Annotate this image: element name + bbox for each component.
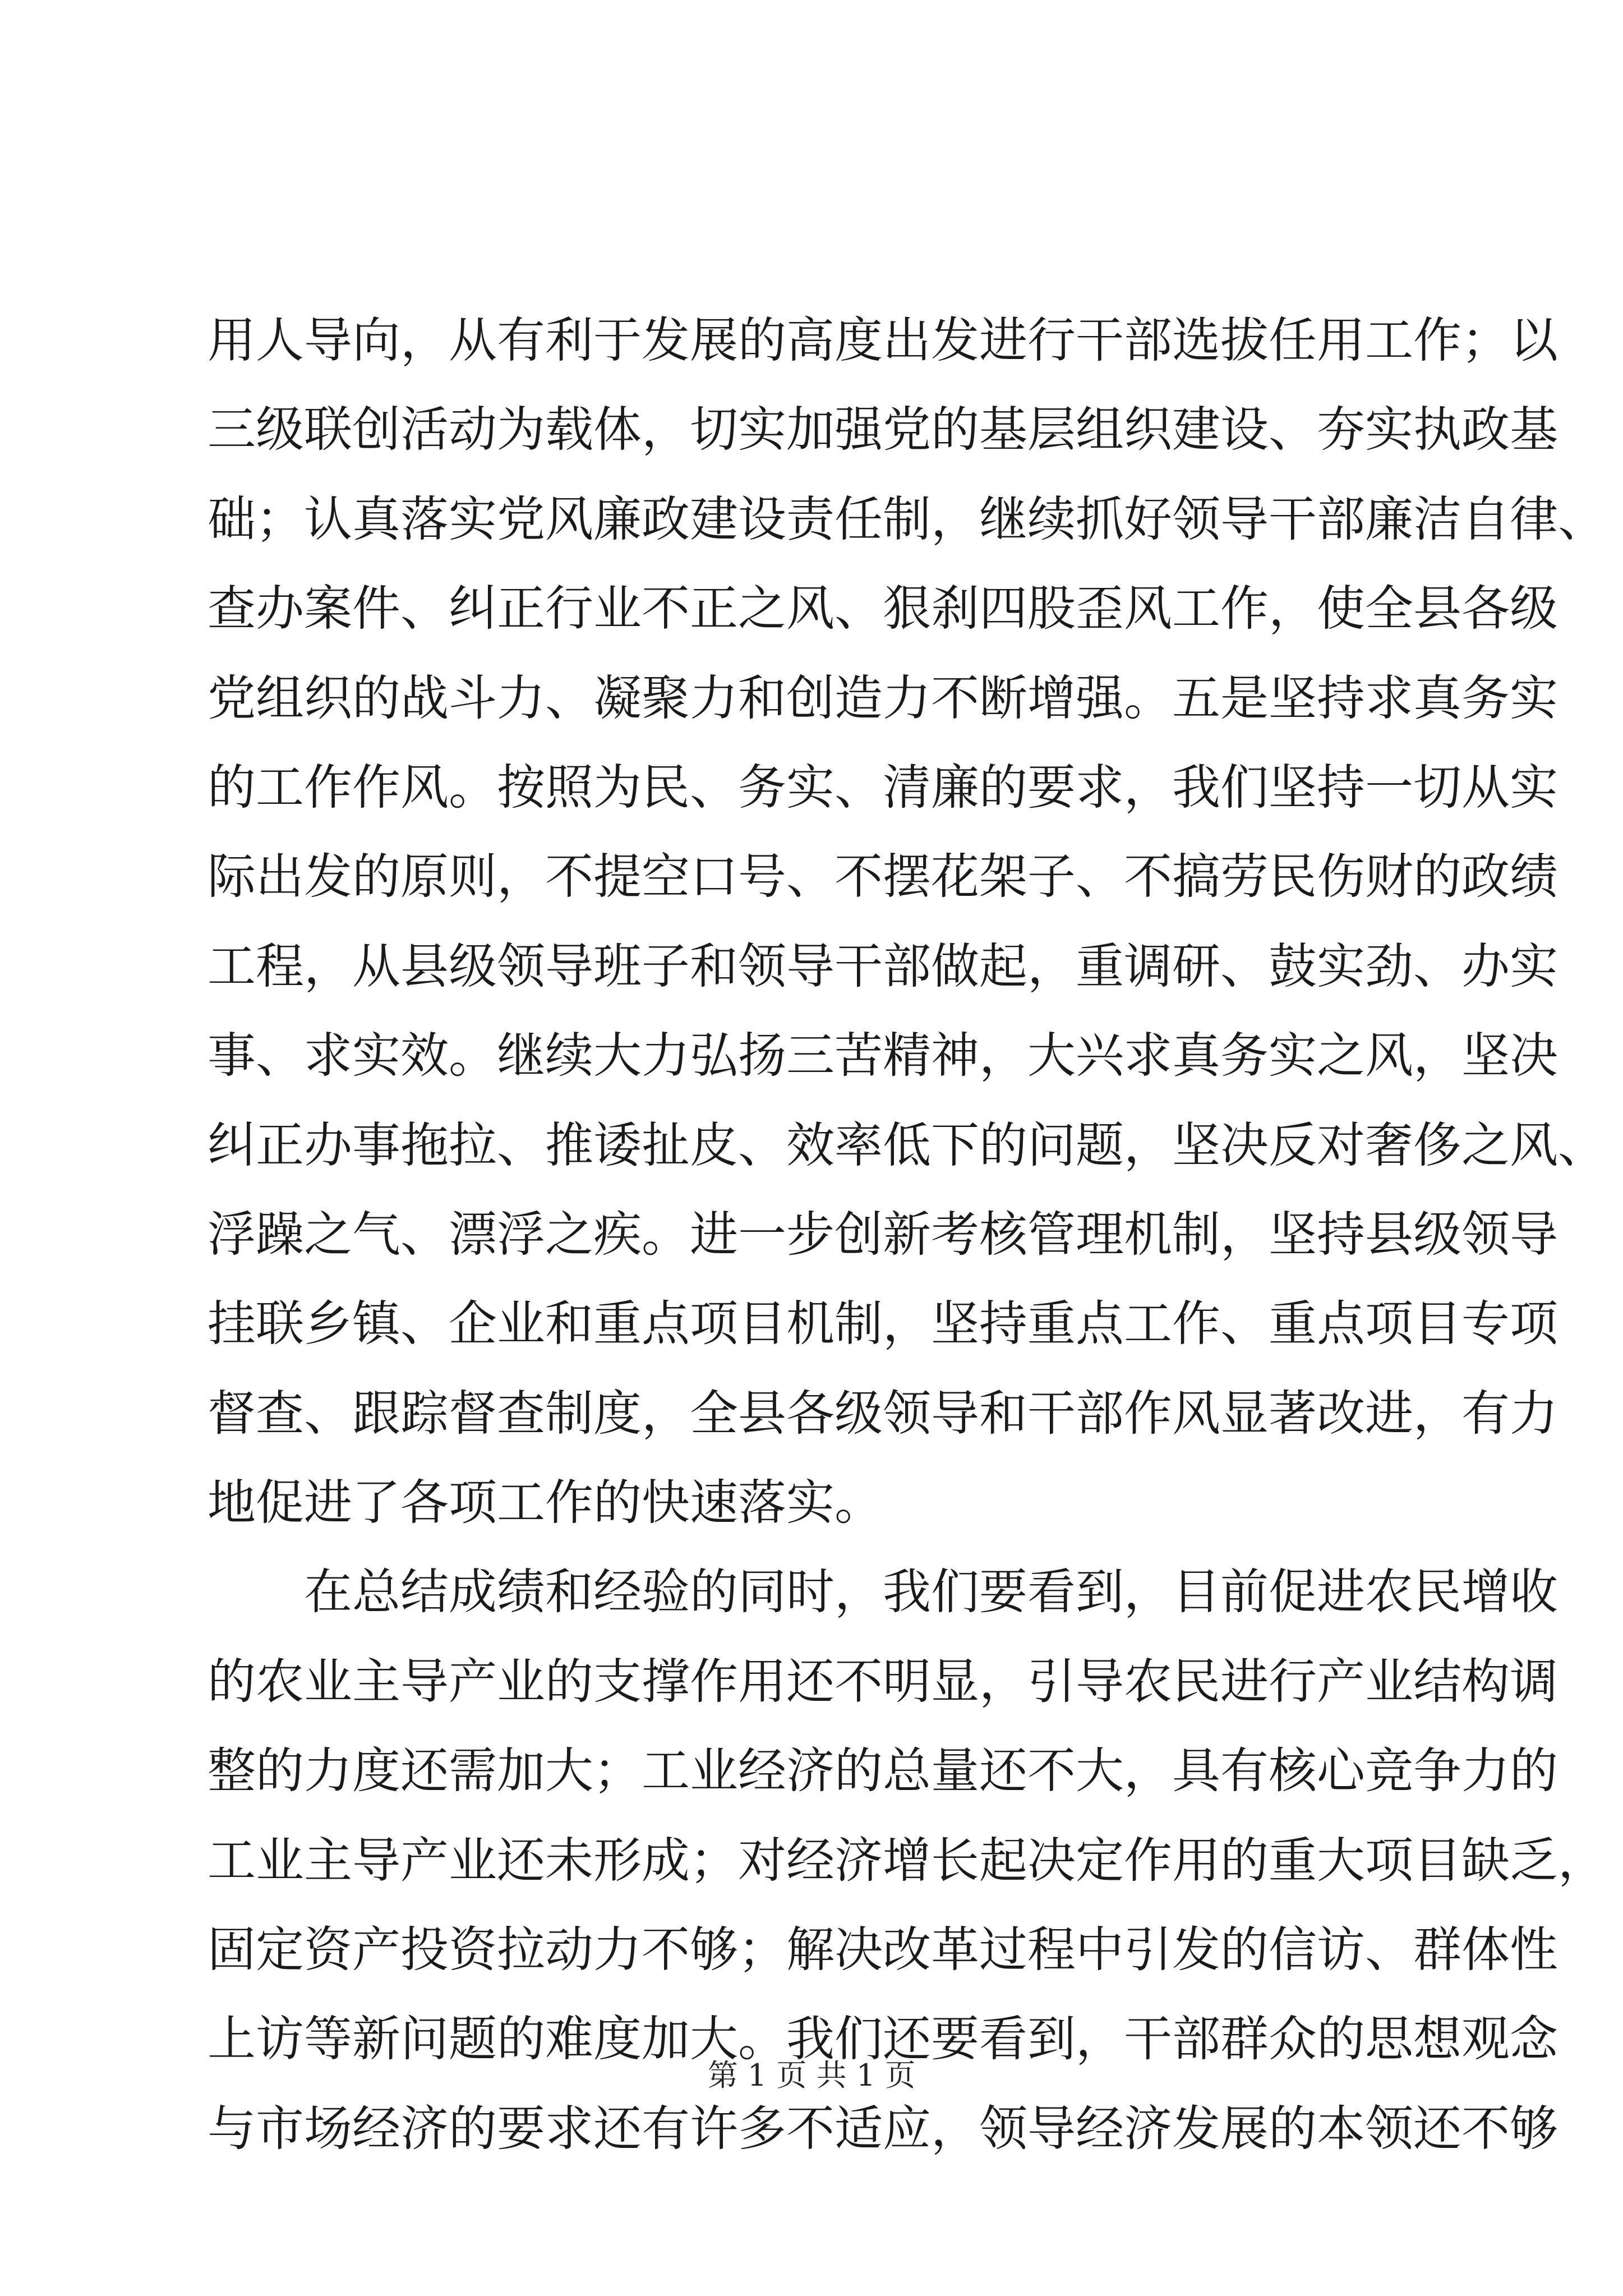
text-line: 地促进了各项工作的快速落实。: [208, 1475, 883, 1531]
text-line: 党组织的战斗力、凝聚力和创造力不断增强。五是坚持求真务实: [208, 670, 1558, 726]
text-line: 工业主导产业还未形成；对经济增长起决定作用的重大项目缺乏，: [208, 1832, 1606, 1889]
text-line: 挂联乡镇、企业和重点项目机制，坚持重点工作、重点项目专项: [208, 1296, 1558, 1352]
text-line: 的农业主导产业的支撑作用还不明显，引导农民进行产业结构调: [208, 1653, 1558, 1710]
text-line: 础；认真落实党风廉政建设责任制，继续抓好领导干部廉洁自律、: [208, 491, 1606, 547]
text-line: 工程，从县级领导班子和领导干部做起，重调研、鼓实劲、办实: [208, 938, 1558, 995]
text-line: 的工作作风。按照为民、务实、清廉的要求，我们坚持一切从实: [208, 759, 1558, 816]
text-line: 纠正办事拖拉、推诿扯皮、效率低下的问题，坚决反对奢侈之风、: [208, 1117, 1606, 1174]
text-line: 在总结成绩和经验的同时，我们要看到，目前促进农民增收: [304, 1564, 1558, 1621]
text-line: 固定资产投资拉动力不够；解决改革过程中引发的信访、群体性: [208, 1922, 1558, 1978]
text-line: 督查、跟踪督查制度，全县各级领导和干部作风显著改进，有力: [208, 1385, 1558, 1442]
paragraph: [208, 296, 1606, 1548]
text-line: 用人导向，从有利于发展的高度出发进行干部选拔任用工作；以: [208, 312, 1558, 369]
text-line: 三级联创活动为载体，切实加强党的基层组织建设、夯实执政基: [208, 402, 1558, 458]
document-body: [208, 296, 1606, 2174]
text-line: 际出发的原则，不提空口号、不摆花架子、不搞劳民伤财的政绩: [208, 849, 1558, 905]
page-footer: 第 1 页 共 1 页: [707, 2058, 916, 2093]
text-line: 查办案件、纠正行业不正之风、狠刹四股歪风工作，使全县各级: [208, 581, 1558, 637]
text-line: 浮躁之气、漂浮之疾。进一步创新考核管理机制，坚持县级领导: [208, 1206, 1558, 1263]
text-line: 上访等新问题的难度加大。我们还要看到，干部群众的思想观念: [208, 2011, 1558, 2068]
text-line: 整的力度还需加大；工业经济的总量还不大，具有核心竞争力的: [208, 1743, 1558, 1800]
text-line: 与市场经济的要求还有许多不适应，领导经济发展的本领还不够: [208, 2100, 1558, 2157]
text-line: 事、求实效。继续大力弘扬三苦精神，大兴求真务实之风，坚决: [208, 1028, 1558, 1084]
